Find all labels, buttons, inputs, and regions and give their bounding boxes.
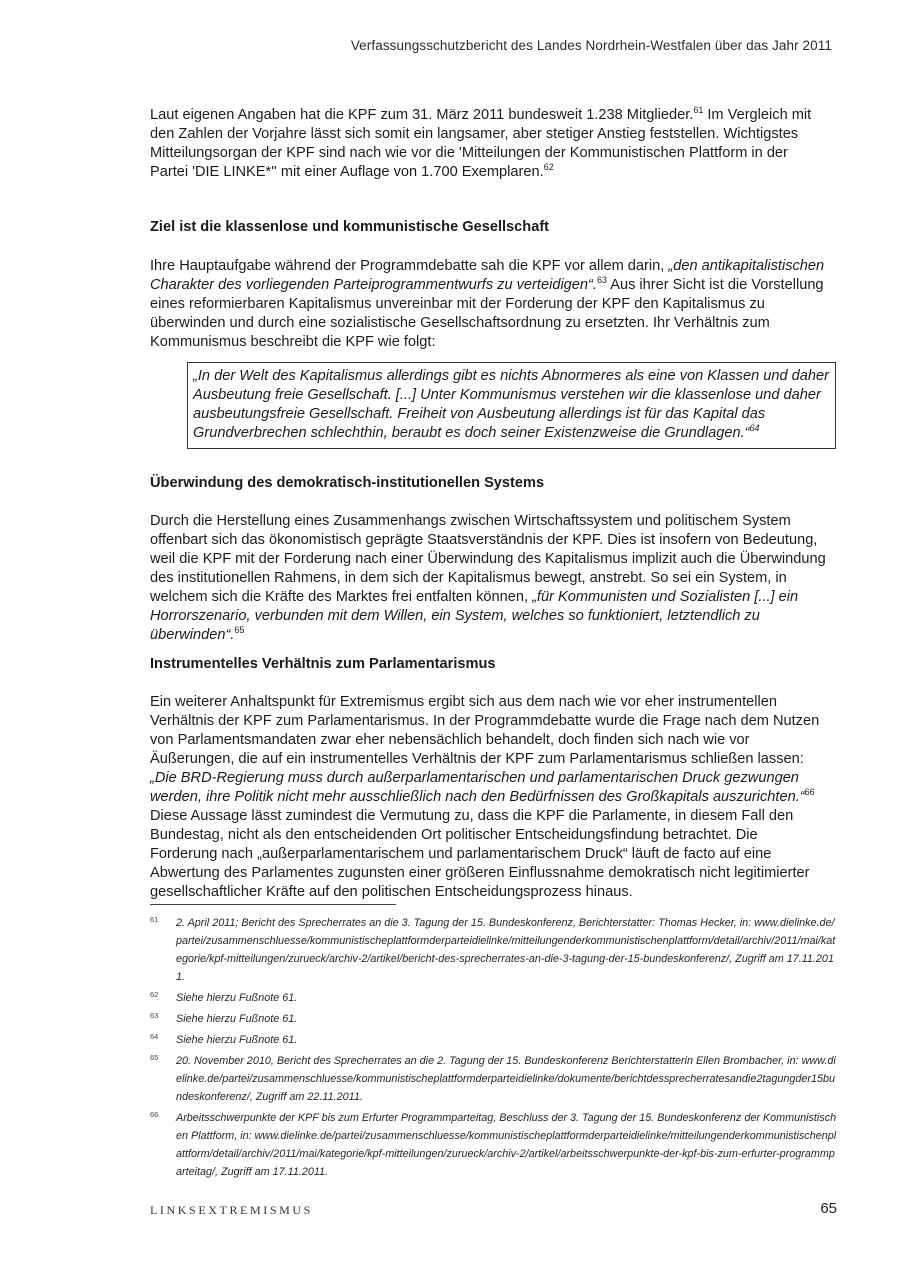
- footnote: [150, 989, 840, 1007]
- footnote: [150, 1052, 840, 1106]
- section-heading-classless-society: Ziel ist die klassenlose und kommunistische Gesellschaft: [150, 219, 550, 235]
- footnote-ref[interactable]: 62: [543, 162, 554, 173]
- footnote-text: Siehe hierzu Fußnote 61.: [176, 1034, 298, 1046]
- footnote-ref[interactable]: 66: [804, 787, 815, 798]
- footer-section-label: LINKSEXTREMISMUS: [150, 1203, 313, 1217]
- footnote-number: 61: [150, 915, 159, 924]
- paragraph-text: Ihre Hauptaufgabe während der Programmdebatte sah die KPF vor allem darin,: [150, 258, 669, 274]
- paragraph-text: Ein weiterer Anhaltspunkt für Extremismus ergibt sich aus dem nach wie vor eher instrumentellen Verhältnis der KPF zum Parlamentarismus. In der Programmdebatte wurde die Frage nach dem Nutzen von Parlamentsmandaten zwar eher nebensächlich behandelt, doch finden sich nach wie vor Äußerungen, die auf ein instrumentelles Verhältnis der KPF zum Parlamentarismus schließen lassen:: [150, 694, 820, 767]
- running-header: Verfassungsschutzbericht des Landes Nordrhein-Westfalen über das Jahr 2011: [350, 38, 832, 53]
- section-heading-parliamentarism: Instrumentelles Verhältnis zum Parlamentarismus: [150, 656, 496, 672]
- footnote-number: 62: [150, 990, 159, 999]
- footnote-text: 2. April 2011; Bericht des Sprecherrates an die 3. Tagung der 15. Bundeskonferenz, Berichterstatter: Thomas Hecker, in: www.dielinke.de/partei/zusammenschluesse/kommunistischeplattformderparteidielinke/mitteilungenderkommunistischenplattform/detail/archiv/2011/mai/kategorie/kpf-mitteilungen/zurueck/archiv-2/artikel/bericht-des-sprecherrates-an-die-3-tagung-der-15-bundeskonferenz/, Zugriff am 17.11.2011.: [176, 917, 836, 983]
- footnote-number: 64: [150, 1032, 159, 1041]
- paragraph-text: Im Vergleich mit den Zahlen der Vorjahre lässt sich somit ein langsamer, aber stetiger Anstieg feststellen. Wichtigstes Mitteilungsorgan der KPF sind nach wie vor die 'Mitteilungen der Kommunistischen Plattform in der Partei 'DIE LINKE*'' mit einer Auflage von 1.700 Exemplaren.: [150, 107, 812, 180]
- paragraph-text: Aus ihrer Sicht ist die Vorstellung eines reformierbaren Kapitalismus unvereinbar mit der Forderung der KPF den Kapitalismus zu überwinden und durch eine sozialistische Gesellschaftsordnung zu ersetzten. Ihr Verhältnis zum Kommunismus beschreibt die KPF wie folgt:: [150, 277, 824, 350]
- footnote: [150, 1031, 840, 1049]
- footnote-number: 66: [150, 1110, 159, 1119]
- blockquote-box: [187, 362, 836, 449]
- paragraph-text: Laut eigenen Angaben hat die KPF zum 31. März 2011 bundesweit 1.238 Mitglieder.: [150, 107, 694, 123]
- inline-quote: „Die BRD-Regierung muss durch außerparlamentarischen und parlamentarischen Druck gezwungen werden, ihre Politik nicht mehr ausschließlich nach den Bedürfnissen des Großkapitals auszurichten.“: [150, 770, 805, 805]
- footnote-number: 63: [150, 1011, 159, 1020]
- footnote-text: 20. November 2010, Bericht des Sprecherrates an die 2. Tagung der 15. Bundeskonferenz Berichterstatterin Ellen Brombacher, in: www.dielinke.de/partei/zusammenschluesse/kommunistischeplattformderparteidielinke/dokumente/berichtdessprecherratesandie2tagungder15bundeskonferenz/, Zugriff am 22.11.2011.: [176, 1055, 836, 1103]
- blockquote-text: „In der Welt des Kapitalismus allerdings gibt es nichts Abnormeres als eine von Klassen und daher Ausbeutung freie Gesellschaft. [...] Unter Kommunismus verstehen wir die klassenlose und daher ausbeutungsfreie Gesellschaft. Freiheit von Ausbeutung allerdings ist für das Kapital das Grundverbrechen schlechthin, beraubt es doch seiner Existenzweise die Grundlagen.“: [193, 368, 829, 441]
- footnote-text: Siehe hierzu Fußnote 61.: [176, 1013, 298, 1025]
- section-heading-system-overcoming: Überwindung des demokratisch-institutionellen Systems: [150, 475, 545, 491]
- footnote: [150, 914, 840, 986]
- footnote: [150, 1109, 840, 1181]
- inline-quote: „den antikapitalistischen Charakter des vorliegenden Parteiprogrammentwurfs zu verteidigen“.: [150, 258, 825, 293]
- inline-quote: „für Kommunisten und Sozialisten [...] ein Horrorszenario, verbunden mit dem Willen, ein System, welches so funktioniert, letztendlich zu überwinden“.: [150, 589, 799, 643]
- footnote-text: Siehe hierzu Fußnote 61.: [176, 992, 298, 1004]
- footnote-ref[interactable]: 65: [234, 625, 245, 636]
- footnote-ref[interactable]: 64: [749, 423, 760, 434]
- page-number: 65: [820, 1200, 837, 1217]
- paragraph-state-understanding: [150, 512, 828, 645]
- paragraph-membership: [150, 106, 828, 182]
- footnotes-list: [150, 914, 840, 1184]
- footnote-text: Arbeitsschwerpunkte der KPF bis zum Erfurter Programmparteitag, Beschluss der 3. Tagung der 15. Bundeskonferenz der Kommunistischen Plattform, in: www.dielinke.de/partei/zusammenschluesse/kommunistischeplattformderparteidielinke/mitteilungenderkommunistischenplattform/detail/archiv/2011/mai/kategorie/kpf-mitteilungen/zurueck/archiv-2/artikel/arbeitsschwerpunkte-der-kpf-bis-zum-erfurter-programmparteitag/, Zugriff am 17.11.2011.: [176, 1112, 837, 1178]
- paragraph-text: Durch die Herstellung eines Zusammenhangs zwischen Wirtschaftssystem und politischem System offenbart sich das ökonomistisch geprägte Staatsverständnis der KPF. Dies ist insofern von Bedeutung, weil die KPF mit der Forderung nach einer Überwindung des Kapitalismus implizit auch die Überwindung des institutionellen Rahmens, in dem sich der Kapitalismus bewegt, anstrebt. So sei ein System, in welchem sich die Kräfte des Marktes frei entfalten können,: [150, 513, 826, 605]
- paragraph-text: Diese Aussage lässt zumindest die Vermutung zu, dass die KPF die Parlamente, in diesem Fall den Bundestag, nicht als den entscheidenden Ort politischer Entscheidungsfindung betrachtet. Die Forderung nach „außerparlamentarischem und parlamentarischem Druck“ läuft de facto auf eine Abwertung des Parlamentes zugunsten einer größeren Einflussnahme demokratisch nicht legitimierter gesellschaftlicher Kräfte auf den politischen Entscheidungsprozess hinaus.: [150, 808, 810, 900]
- footnote-ref[interactable]: 63: [596, 275, 607, 286]
- paragraph-program-debate: [150, 257, 828, 352]
- paragraph-parliamentarism: [150, 693, 828, 902]
- footnote-number: 65: [150, 1053, 159, 1062]
- footnote-ref[interactable]: 61: [693, 105, 704, 116]
- footnote: [150, 1010, 840, 1028]
- footnote-divider: [150, 904, 396, 905]
